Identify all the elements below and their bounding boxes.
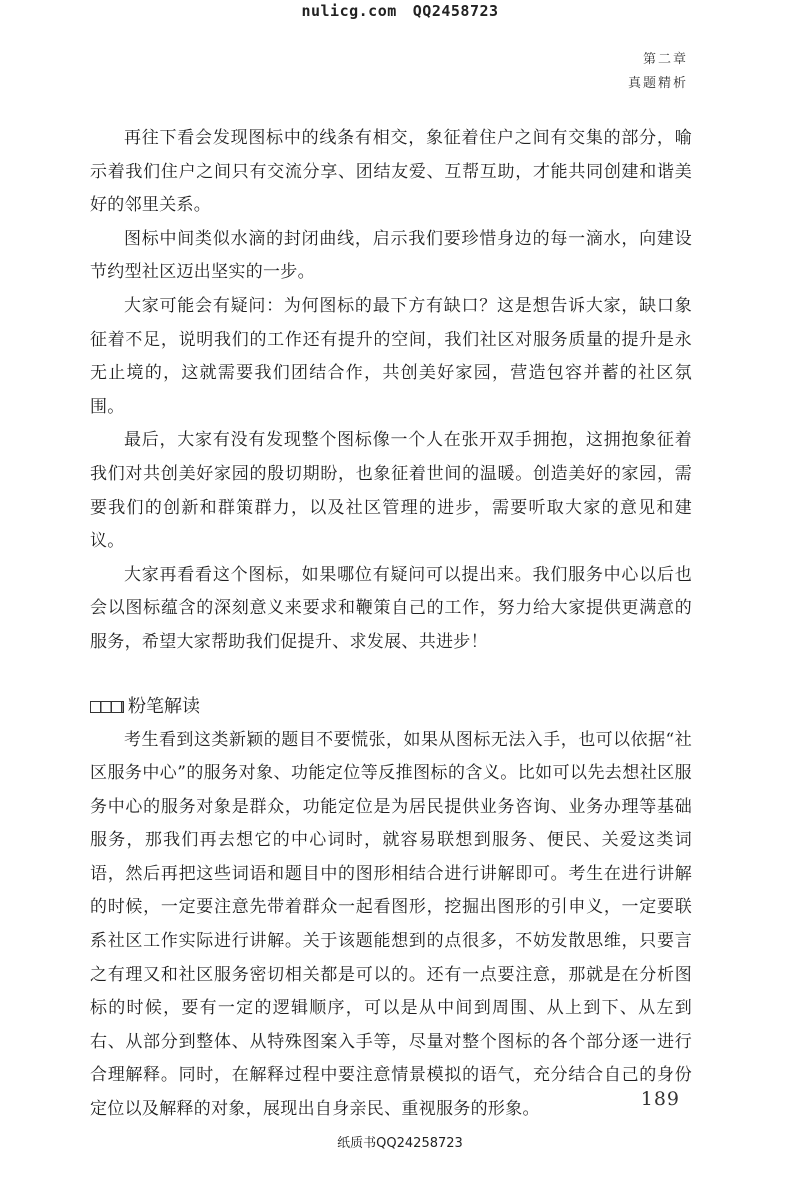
section-marker-icon	[90, 701, 124, 713]
running-header	[628, 48, 688, 96]
top-watermark	[0, 2, 800, 20]
watermark-site: nulicg.com	[301, 2, 397, 20]
chapter-label: 第二章	[642, 52, 688, 67]
page-content	[90, 122, 692, 1127]
page-number: 189	[640, 1088, 680, 1110]
body-paragraph: 再往下看会发现图标中的线条有相交，象征着住户之间有交集的部分，喻示着我们住户之间只有交流分享、团结友爱、互帮互助，才能共同创建和谐美好的邻里关系。	[90, 128, 692, 216]
analysis-heading	[90, 693, 692, 721]
watermark-qq: QQ2458723	[412, 2, 499, 20]
analysis-paragraph: 考生看到这类新颖的题目不要慌张，如果从图标无法入手，也可以依据“社区服务中心”的服务对象、功能定位等反推图标的含义。比如可以先去想社区服务中心的服务对象是群众，功能定位是为居民提供业务咨询、业务办理等基础服务，那我们再去想它的中心词时，就容易联想到服务、便民、关爱这类词语，然后再把这些词语和题目中的图形相结合进行讲解即可。考生在进行讲解的时候，一定要注意先带着群众一起看图形，挖掘出图形的引申义，一定要联系社区工作实际进行讲解。关于该题能想到的点很多，不妨发散思维，只要言之有理又和社区服务密切相关都是可以的。还有一点要注意，那就是在分析图标的时候，要有一定的逻辑顺序，可以是从中间到周围、从上到下、从左到右、从部分到整体、从特殊图案入手等，尽量对整个图标的各个部分逐一进行合理解释。同时，在解释过程中要注意情景模拟的语气，充分结合自己的身份定位以及解释的对象，展现出自身亲民、重视服务的形象。	[90, 729, 692, 1120]
body-paragraph: 大家可能会有疑问：为何图标的最下方有缺口？这是想告诉大家，缺口象征着不足，说明我们的工作还有提升的空间，我们社区对服务质量的提升是永无止境的，这就需要我们团结合作，共创美好家园，营造包容并蓄的社区氛围。	[90, 295, 692, 417]
bottom-watermark: 纸质书QQ24258723	[337, 1136, 463, 1151]
analysis-heading-text: 粉笔解读	[128, 695, 200, 717]
section-label: 真题精析	[627, 76, 688, 91]
body-paragraph: 图标中间类似水滴的封闭曲线，启示我们要珍惜身边的每一滴水，向建设节约型社区迈出坚实的一步。	[90, 228, 692, 283]
body-paragraph: 大家再看看这个图标，如果哪位有疑问可以提出来。我们服务中心以后也会以图标蕴含的深刻意义来要求和鞭策自己的工作，努力给大家提供更满意的服务，希望大家帮助我们促提升、求发展、共进步！	[90, 564, 692, 652]
body-paragraph: 最后，大家有没有发现整个图标像一个人在张开双手拥抱，这拥抱象征着我们对共创美好家园的殷切期盼，也象征着世间的温暖。创造美好的家园，需要我们的创新和群策群力，以及社区管理的进步，需要听取大家的意见和建议。	[90, 430, 692, 552]
